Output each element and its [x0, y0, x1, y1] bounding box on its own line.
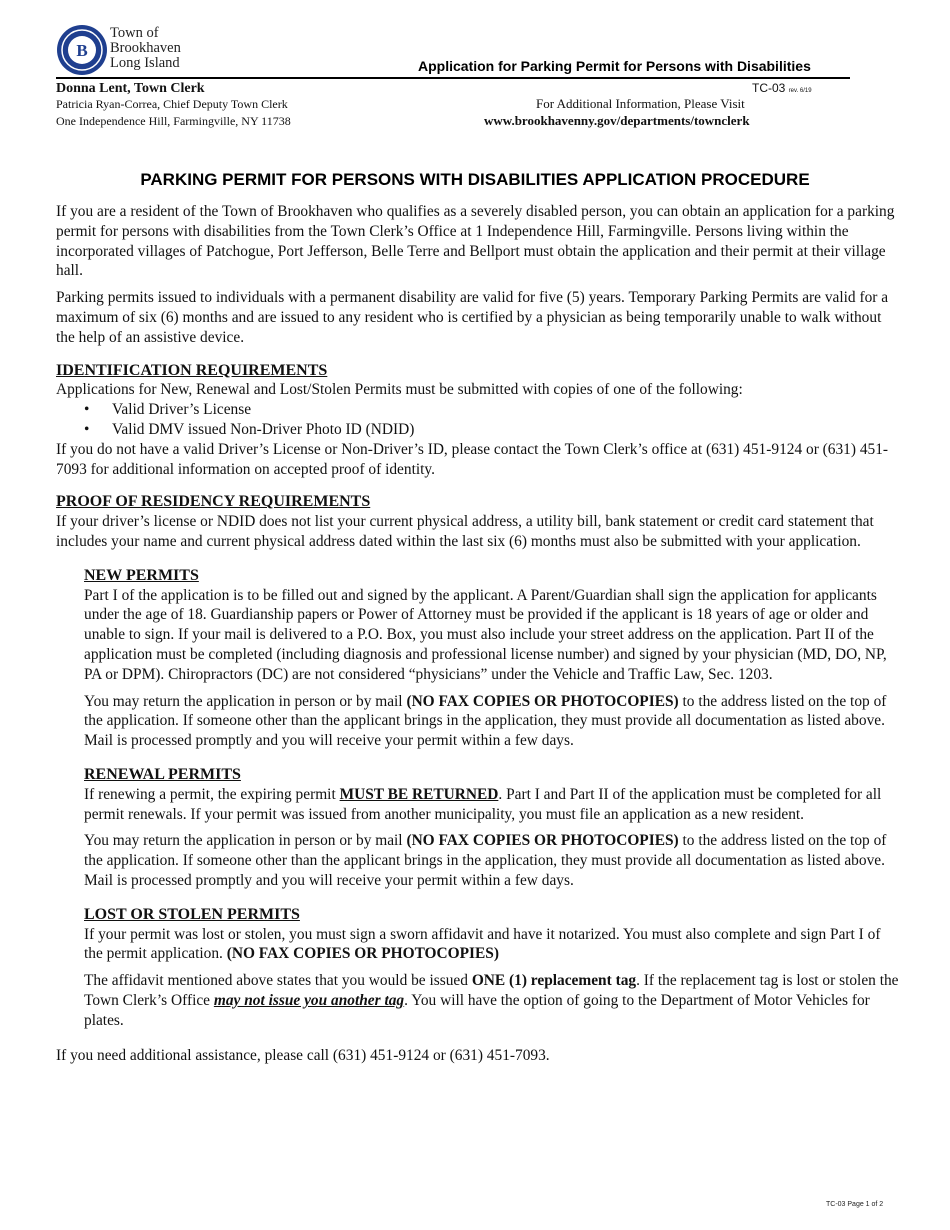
website-link[interactable]: www.brookhavenny.gov/departments/townclerk — [484, 113, 750, 128]
lost-permits-paragraph-2 — [84, 971, 902, 1030]
list-item — [84, 420, 902, 440]
renewal-permits-heading: RENEWAL PERMITS — [84, 765, 241, 783]
text-run: . If the replacement tag is lost or stolen the Town Clerk’s Office — [84, 972, 899, 1009]
text-run: If your permit was lost or stolen, you must sign a sworn affidavit and have it notarized. You must also complete and sign Part I of the permit application. — [84, 925, 881, 963]
emphasized-text: may not issue you another tag — [213, 991, 405, 1009]
text-run: You may return the application in person or by mail — [84, 832, 407, 850]
document-body — [56, 202, 902, 1073]
logo-wordmark — [110, 26, 181, 71]
page-footer: TC-03 Page 1 of 2 — [826, 1201, 884, 1208]
form-revision: rev. 6/19 — [788, 88, 812, 94]
bullet-text: Valid DMV issued Non-Driver Photo ID (NDID) — [112, 420, 415, 438]
deputy-clerk-name: Patricia Ryan-Correa, Chief Deputy Town Clerk — [56, 97, 288, 111]
intro-paragraph-1: If you are a resident of the Town of Brookhaven who qualifies as a severely disabled person, you can obtain an application for a parking permit for persons with disabilities from the Town Clerk’s Office at 1 Independence Hill, Farmingville. Persons living within the incorporated villages of Patchogue, Port Jefferson, Belle Terre and Bellport must obtain the application and their permit at their village hall. — [56, 203, 895, 280]
intro-paragraph-2: Parking permits issued to individuals with a permanent disability are valid for five (5) years. Temporary Parking Permits are valid for a maximum of six (6) months and are issued to any resident who is certified by a physician as being temporarily unable to walk without the help of an assistive device. — [56, 289, 889, 346]
office-address: One Independence Hill, Farmingville, NY 11738 — [56, 114, 291, 128]
text-run: If renewing a permit, the expiring permit — [84, 785, 340, 803]
permit-sections — [56, 566, 902, 1031]
form-code — [752, 81, 812, 95]
header-divider — [56, 77, 850, 79]
town-seal-logo — [56, 24, 108, 76]
renewal-permits-paragraph-1 — [84, 785, 902, 825]
residency-heading: PROOF OF RESIDENCY REQUIREMENTS — [56, 493, 371, 511]
bullet-icon: • — [84, 401, 90, 419]
identification-followup: If you do not have a valid Driver’s License or Non-Driver’s ID, please contact the Town Clerk’s office at (631) 451-9124 or (631) 451-7093 for additional information on accepted proof of identity. — [56, 440, 889, 478]
list-item — [84, 400, 902, 420]
renewal-permits-paragraph-2 — [84, 831, 902, 890]
closing-line: If you need additional assistance, please call (631) 451-9124 or (631) 451-7093. — [56, 1047, 550, 1065]
town-clerk-name: Donna Lent, Town Clerk — [56, 81, 205, 96]
residency-text: If your driver’s license or NDID does not list your current physical address, a utility bill, bank statement or credit card statement that includes your name and current physical address dated within the last six (6) months must also be submitted with your application. — [56, 513, 874, 550]
identification-heading: IDENTIFICATION REQUIREMENTS — [56, 361, 328, 379]
text-run: . Part I and Part II of the application must be completed for all permit renewals. If your permit was issued from another municipality, you must file an application as a new resident. — [84, 785, 882, 823]
text-run: The affidavit mentioned above states that you would be issued — [84, 972, 472, 990]
bold-text: (NO FAX COPIES OR PHOTOCOPIES) — [226, 945, 499, 963]
page-title: PARKING PERMIT FOR PERSONS WITH DISABILITIES APPLICATION PROCEDURE — [140, 170, 810, 189]
text-run: You may return the application in person or by mail — [84, 692, 407, 710]
logo-line-1: Town of — [110, 25, 159, 41]
text-run: to the address listed on the top of the application. If someone other than the applicant brings in the application, they must provide all documentation as listed above. Mail is processed promptly and you will receive your permit within a few days. — [84, 832, 887, 889]
logo-line-3: Long Island — [110, 55, 180, 71]
lost-permits-heading: LOST OR STOLEN PERMITS — [84, 905, 300, 923]
svg-text:B: B — [76, 41, 88, 60]
new-permits-heading: NEW PERMITS — [84, 566, 199, 584]
id-bullet-list — [56, 400, 902, 440]
new-permits-paragraph-1: Part I of the application is to be filled out and signed by the applicant. A Parent/Guardian shall sign the application for applicants under the age of 18. Guardianship papers or Power of Attorney must be provided if the applicant is 18 years of age or older and unable to sign. If your mail is delivered to a P.O. Box, you must also include your street address on the application. Part II of the application must be completed (including diagnosis and professional license number) and signed by your physician (MD, DO, NP, PA or DPM). Chiropractors (DC) are not considered “physicians” under the Vehicle and Traffic Law, Sec. 1203. — [84, 586, 887, 683]
identification-lead: Applications for New, Renewal and Lost/Stolen Permits must be submitted with copies of one of the following: — [56, 381, 743, 399]
bold-text: ONE (1) replacement tag — [471, 972, 637, 990]
form-number: TC-03 — [752, 81, 786, 95]
bullet-text: Valid Driver’s License — [112, 401, 252, 419]
info-line: For Additional Information, Please Visit — [536, 96, 745, 111]
text-run: to the address listed on the top of the application. If someone other than the applicant brings in the application, they must provide all documentation as listed above. Mail is processed promptly and you will receive your permit within a few days. — [84, 692, 887, 750]
bold-text: (NO FAX COPIES OR PHOTOCOPIES) — [406, 692, 679, 710]
application-title: Application for Parking Permit for Persons with Disabilities — [418, 58, 811, 74]
logo-line-2: Brookhaven — [110, 40, 181, 56]
text-run: . You will have the option of going to the Department of Motor Vehicles for plates. — [84, 991, 870, 1029]
bullet-icon: • — [84, 420, 90, 438]
bold-text: (NO FAX COPIES OR PHOTOCOPIES) — [406, 832, 679, 850]
bold-underlined-text: MUST BE RETURNED — [339, 785, 499, 803]
new-permits-paragraph-2 — [84, 692, 902, 751]
lost-permits-paragraph-1 — [84, 925, 902, 965]
